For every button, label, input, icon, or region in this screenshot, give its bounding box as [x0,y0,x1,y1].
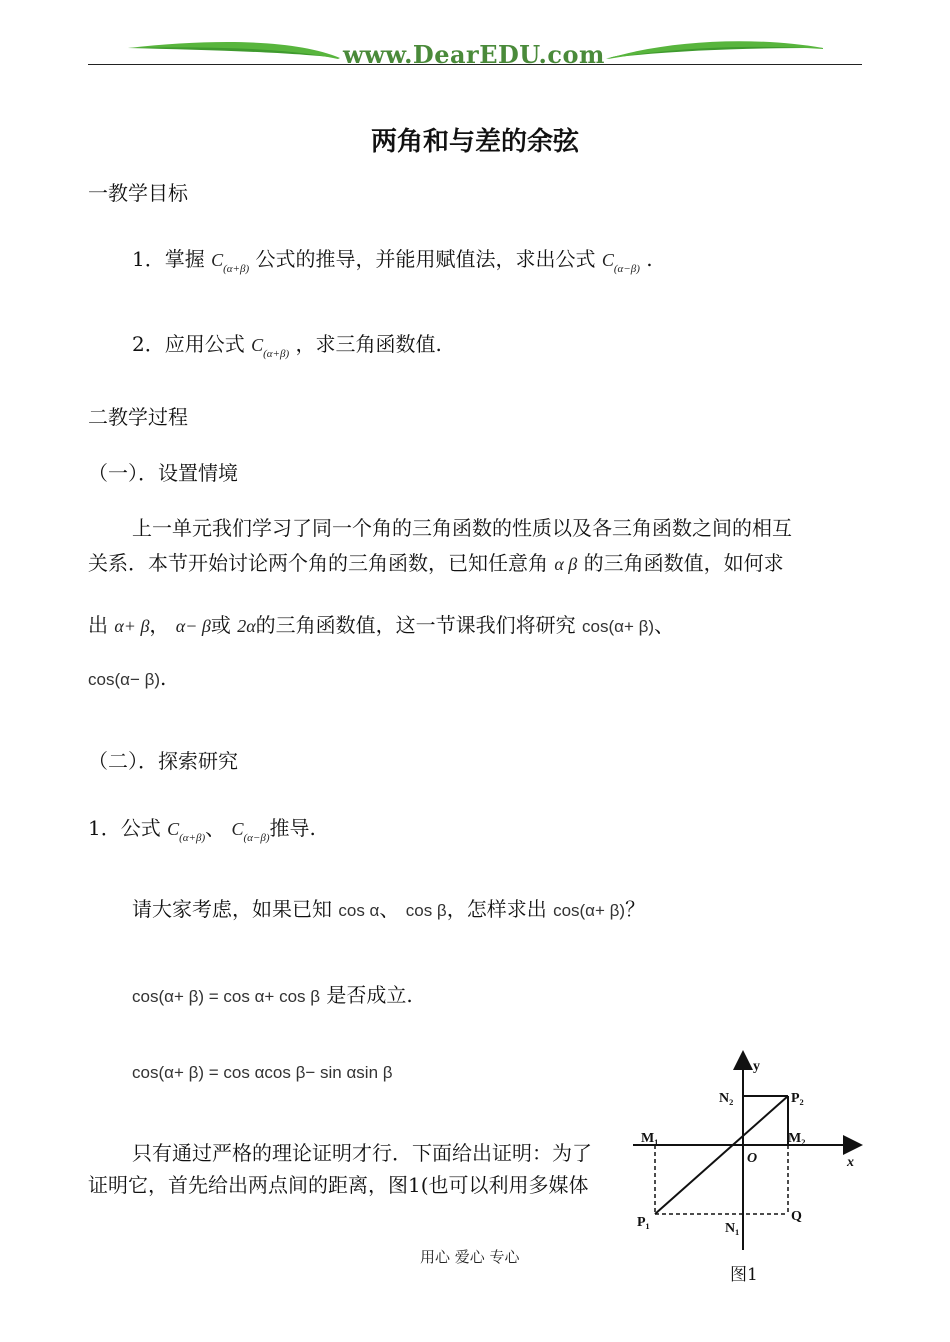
para1-line4: cos(α− β). [88,666,167,690]
formula-c-plus: $C_{(\alpha+\beta)}$ [167,819,206,844]
goal-item-1-mid: 公式的推导，并能用赋值法，求出公式 [255,247,596,271]
label-q: Q [791,1209,802,1224]
label-m2: M₂ [788,1131,806,1146]
label-p1: P₁ [637,1215,650,1230]
math-cos-sum: cos(α+ β) [553,901,626,920]
equation-1-line [132,982,413,1010]
goal-item-2-end: ，求三角函数值. [295,332,442,356]
question-line: 请大家考虑，如果已知 cos α、 cos β，怎样求出 cos(α+ β)？ [132,897,646,921]
label-o: O [747,1151,758,1166]
math-cos-beta: cos β [405,901,447,920]
site-logo-text: www.DearEDU.com [343,40,605,69]
formula-c-plus: $C_{(\alpha+\beta)}$ [251,335,290,360]
header-rule [88,64,862,65]
segment-p1-p2 [655,1096,788,1214]
math-alpha-minus-beta: α− β [175,616,211,636]
label-p2: P₂ [791,1091,804,1106]
math-alpha-plus-beta: α+ β [114,616,150,636]
math-two-alpha: 2α [237,616,256,636]
label-n1: N₁ [725,1221,740,1236]
page-title: 两角和与差的余弦 [370,127,579,157]
goal-item-1-end: . [646,247,653,271]
para1-line1: 上一单元我们学习了同一个角的三角函数的性质以及各三角函数之间的相互 [132,516,792,540]
formula-c-minus: $C_{(\alpha-\beta)}$ [231,819,270,844]
figure-1-diagram [625,1050,865,1260]
para1-line3: 出 α+ β， α− β或 2α的三角函数值，这一节课我们将研究 cos(α+ β)、 [88,613,675,637]
subsection-2-heading: （二）．探索研究 [88,749,238,773]
section2-heading: 二教学过程 [88,405,188,429]
math-cos-alpha: cos α [338,901,380,920]
equation-1-tail: 是否成立. [326,983,413,1007]
goal-item-2-prefix: 2．应用公式 [132,332,245,356]
label-m1: M₁ [641,1131,659,1146]
label-x: x [847,1155,854,1170]
formula-c-plus: $C_{(\alpha+\beta)}$ [211,250,250,275]
label-n2: N₂ [719,1091,734,1106]
subsection-1-heading: （一）．设置情境 [88,461,238,485]
math-alpha-beta: α β [554,554,578,574]
derivation-item-1: 1．公式 $C_{(\alpha+\beta)}$、 $C_{(\alpha-\beta)}$推导. [88,816,316,844]
equation-2: cos(α+ β) = cos αcos β− sin αsin β [132,1063,393,1082]
goal-item-2 [132,331,442,367]
math-cos-sum: cos(α+ β) [582,617,655,636]
proof-line-2: 证明它，首先给出两点间的距离，图1(也可以利用多媒体 [88,1173,589,1197]
proof-line-1: 只有通过严格的理论证明才行．下面给出证明：为了 [132,1141,592,1165]
goal-item-1-prefix: 1．掌握 [132,247,205,271]
para1-line2: 关系．本节开始讨论两个角的三角函数，已知任意角 α β 的三角函数值，如何求 [88,551,784,575]
formula-c-minus: $C_{(\alpha-\beta)}$ [601,250,640,275]
section1-heading: 一教学目标 [88,181,188,205]
equation-1: cos(α+ β) = cos α+ cos β [132,987,321,1006]
label-y: y [753,1059,760,1074]
figure-1-caption: 图1 [730,1265,758,1285]
math-cos-diff: cos(α− β) [88,670,161,689]
equation-2-line [132,1058,393,1086]
page-footer: 用心 爱心 专心 [420,1248,520,1266]
goal-item-1 [132,246,653,282]
